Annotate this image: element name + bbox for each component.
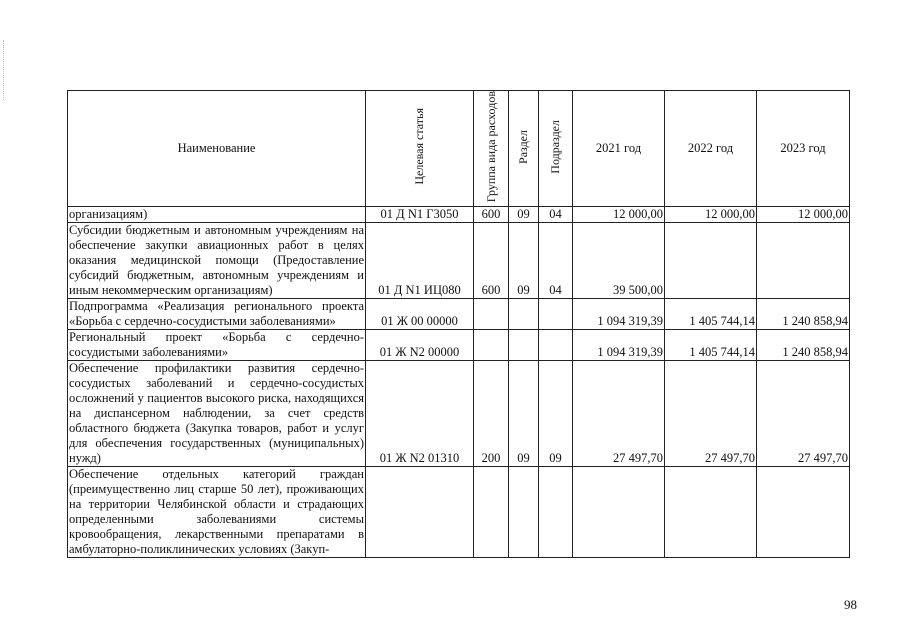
scan-edge-mark [3, 40, 5, 100]
row-group [474, 330, 509, 361]
header-subsection [539, 91, 573, 207]
row-code: 01 Д N1 ИЦ080 [366, 223, 474, 299]
row-group: 600 [474, 207, 509, 223]
row-group [474, 467, 509, 558]
row-group: 600 [474, 223, 509, 299]
row-code: 01 Ж N2 00000 [366, 330, 474, 361]
table-row [68, 330, 850, 361]
row-code: 01 Ж 00 00000 [366, 299, 474, 330]
header-group [474, 91, 509, 207]
table-row [68, 207, 850, 223]
budget-table [67, 90, 850, 558]
row-2022 [665, 467, 757, 558]
row-name: Обеспечение отдельных категорий граждан (преимущественно лиц старше 50 лет), проживающих на территории Челябинской области и страдающих определенными заболеваниями системы кровообращения, лекарственными препаратами в амбулаторно-поликлинических условиях (Закуп- [69, 467, 364, 557]
header-section-label: Раздел [516, 129, 530, 164]
row-2021: 1 094 319,39 [573, 330, 665, 361]
row-2021 [573, 467, 665, 558]
row-2023: 1 240 858,94 [757, 299, 850, 330]
header-subsection-label: Подраздел [548, 119, 562, 174]
row-2023 [757, 223, 850, 299]
row-code [366, 467, 474, 558]
row-name: Подпрограмма «Реализация регионального проекта «Борьба с сердечно-сосудистыми заболеваниями» [69, 299, 364, 329]
header-target-label: Целевая статья [412, 108, 426, 185]
row-section: 09 [509, 223, 539, 299]
row-subsection [539, 467, 573, 558]
row-2023 [757, 467, 850, 558]
table-header-row [68, 91, 850, 207]
table-row [68, 223, 850, 299]
table-row [68, 467, 850, 558]
table-row [68, 361, 850, 467]
header-name: Наименование [68, 91, 366, 207]
row-2022 [665, 223, 757, 299]
row-section: 09 [509, 361, 539, 467]
row-2023: 12 000,00 [757, 207, 850, 223]
row-name: Субсидии бюджетным и автономным учреждениям на обеспечение закупки авиационных работ в целях оказания медицинской помощи (Предоставление субсидий бюджетным, автономным учреждениям и иным некоммерческим организациям) [69, 223, 364, 298]
row-2022: 1 405 744,14 [665, 299, 757, 330]
row-group [474, 299, 509, 330]
row-name: Региональный проект «Борьба с сердечно-сосудистыми заболеваниями» [69, 330, 364, 360]
row-2021: 27 497,70 [573, 361, 665, 467]
row-subsection [539, 299, 573, 330]
row-code: 01 Ж N2 01310 [366, 361, 474, 467]
row-name: Обеспечение профилактики развития сердечно-сосудистых заболеваний и сердечно-сосудистых осложнений у пациентов высокого риска, находящихся на диспансерном наблюдении, за счет средств областного бюджета (Закупка товаров, работ и услуг для обеспечения государственных (муниципальных) нужд) [69, 361, 364, 466]
row-section [509, 467, 539, 558]
header-2021: 2021 год [573, 91, 665, 207]
row-subsection: 09 [539, 361, 573, 467]
header-2022: 2022 год [665, 91, 757, 207]
row-section [509, 330, 539, 361]
row-subsection [539, 330, 573, 361]
row-section [509, 299, 539, 330]
table-row [68, 299, 850, 330]
row-2021: 39 500,00 [573, 223, 665, 299]
page-number: 98 [844, 597, 857, 612]
row-name: организациям) [68, 207, 366, 223]
row-subsection: 04 [539, 207, 573, 223]
header-2023: 2023 год [757, 91, 850, 207]
row-2021: 1 094 319,39 [573, 299, 665, 330]
row-section: 09 [509, 207, 539, 223]
row-2022: 1 405 744,14 [665, 330, 757, 361]
row-code: 01 Д N1 Г3050 [366, 207, 474, 223]
row-2023: 1 240 858,94 [757, 330, 850, 361]
header-group-label: Группа вида расходов [483, 91, 498, 203]
row-group: 200 [474, 361, 509, 467]
row-subsection: 04 [539, 223, 573, 299]
row-2022: 12 000,00 [665, 207, 757, 223]
row-2023: 27 497,70 [757, 361, 850, 467]
header-section [509, 91, 539, 207]
row-2021: 12 000,00 [573, 207, 665, 223]
header-target [366, 91, 474, 207]
row-2022: 27 497,70 [665, 361, 757, 467]
